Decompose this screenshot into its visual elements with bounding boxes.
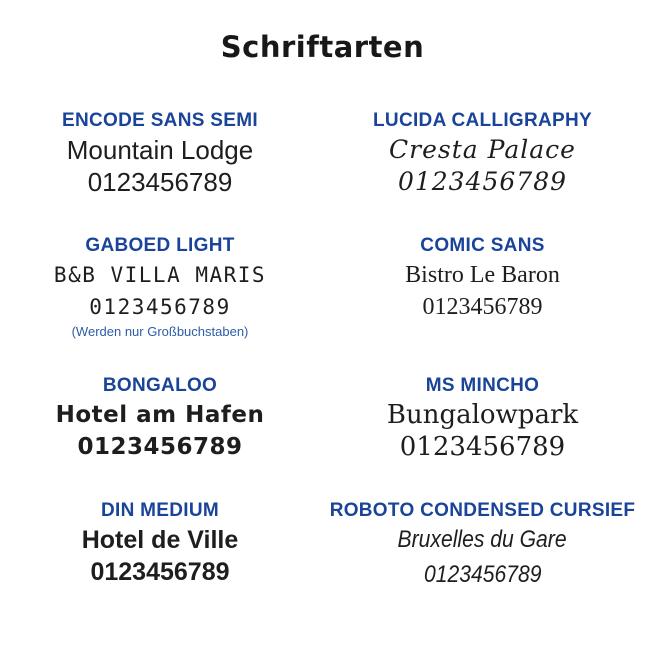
font-sample-comic-sans bbox=[320, 233, 645, 340]
font-sample-din-medium bbox=[0, 498, 320, 594]
sample-text-wrap bbox=[324, 524, 641, 559]
page-title: Schriftarten bbox=[220, 30, 425, 64]
sample-text: B&B VILLA MARIS bbox=[53, 263, 267, 287]
uppercase-only-note: (Werden nur Großbuchstaben) bbox=[71, 324, 249, 339]
font-sample-gaboed-light bbox=[0, 233, 320, 340]
font-sample-roboto-condensed-cursief bbox=[320, 498, 645, 594]
font-sample-bongaloo bbox=[0, 373, 320, 465]
font-name-label: LUCIDA CALLIGRAPHY bbox=[373, 110, 592, 131]
font-name-label: DIN MEDIUM bbox=[100, 500, 220, 521]
sample-digits: 0123456789 bbox=[87, 167, 233, 197]
sample-digits: 0123456789 bbox=[399, 432, 566, 462]
font-name-label: BONGALOO bbox=[102, 375, 218, 396]
sample-digits-wrap bbox=[324, 559, 641, 594]
sample-text: Bistro Le Baron bbox=[405, 262, 560, 288]
sample-text: Hotel de Ville bbox=[81, 526, 239, 554]
sample-digits: 0123456789 bbox=[423, 561, 542, 588]
sample-digits: 0123456789 bbox=[397, 167, 568, 196]
sample-text: Mountain Lodge bbox=[66, 135, 254, 165]
font-name-label: ENCODE SANS SEMI bbox=[62, 110, 258, 131]
font-name-label: GABOED LIGHT bbox=[85, 235, 235, 256]
font-name-label: ROBOTO CONDENSED CURSIEF bbox=[329, 500, 636, 521]
font-name-label: MS MINCHO bbox=[425, 375, 540, 396]
font-sample-lucida-calligraphy bbox=[320, 108, 645, 200]
font-sample-encode-sans-semi bbox=[0, 108, 320, 200]
sample-digits: 0123456789 bbox=[89, 295, 231, 319]
sample-text: Cresta Palace bbox=[389, 135, 576, 164]
sample-text: Bruxelles du Gare bbox=[397, 526, 568, 553]
specimen-grid bbox=[0, 108, 645, 594]
sample-text: Hotel am Hafen bbox=[55, 402, 265, 428]
sample-digits: 0123456789 bbox=[90, 558, 230, 586]
font-name-label: COMIC SANS bbox=[420, 235, 545, 256]
sample-digits: 0123456789 bbox=[77, 434, 243, 460]
sample-digits: 0123456789 bbox=[422, 294, 543, 320]
sample-text: Bungalowpark bbox=[386, 400, 579, 430]
font-sample-ms-mincho bbox=[320, 373, 645, 465]
